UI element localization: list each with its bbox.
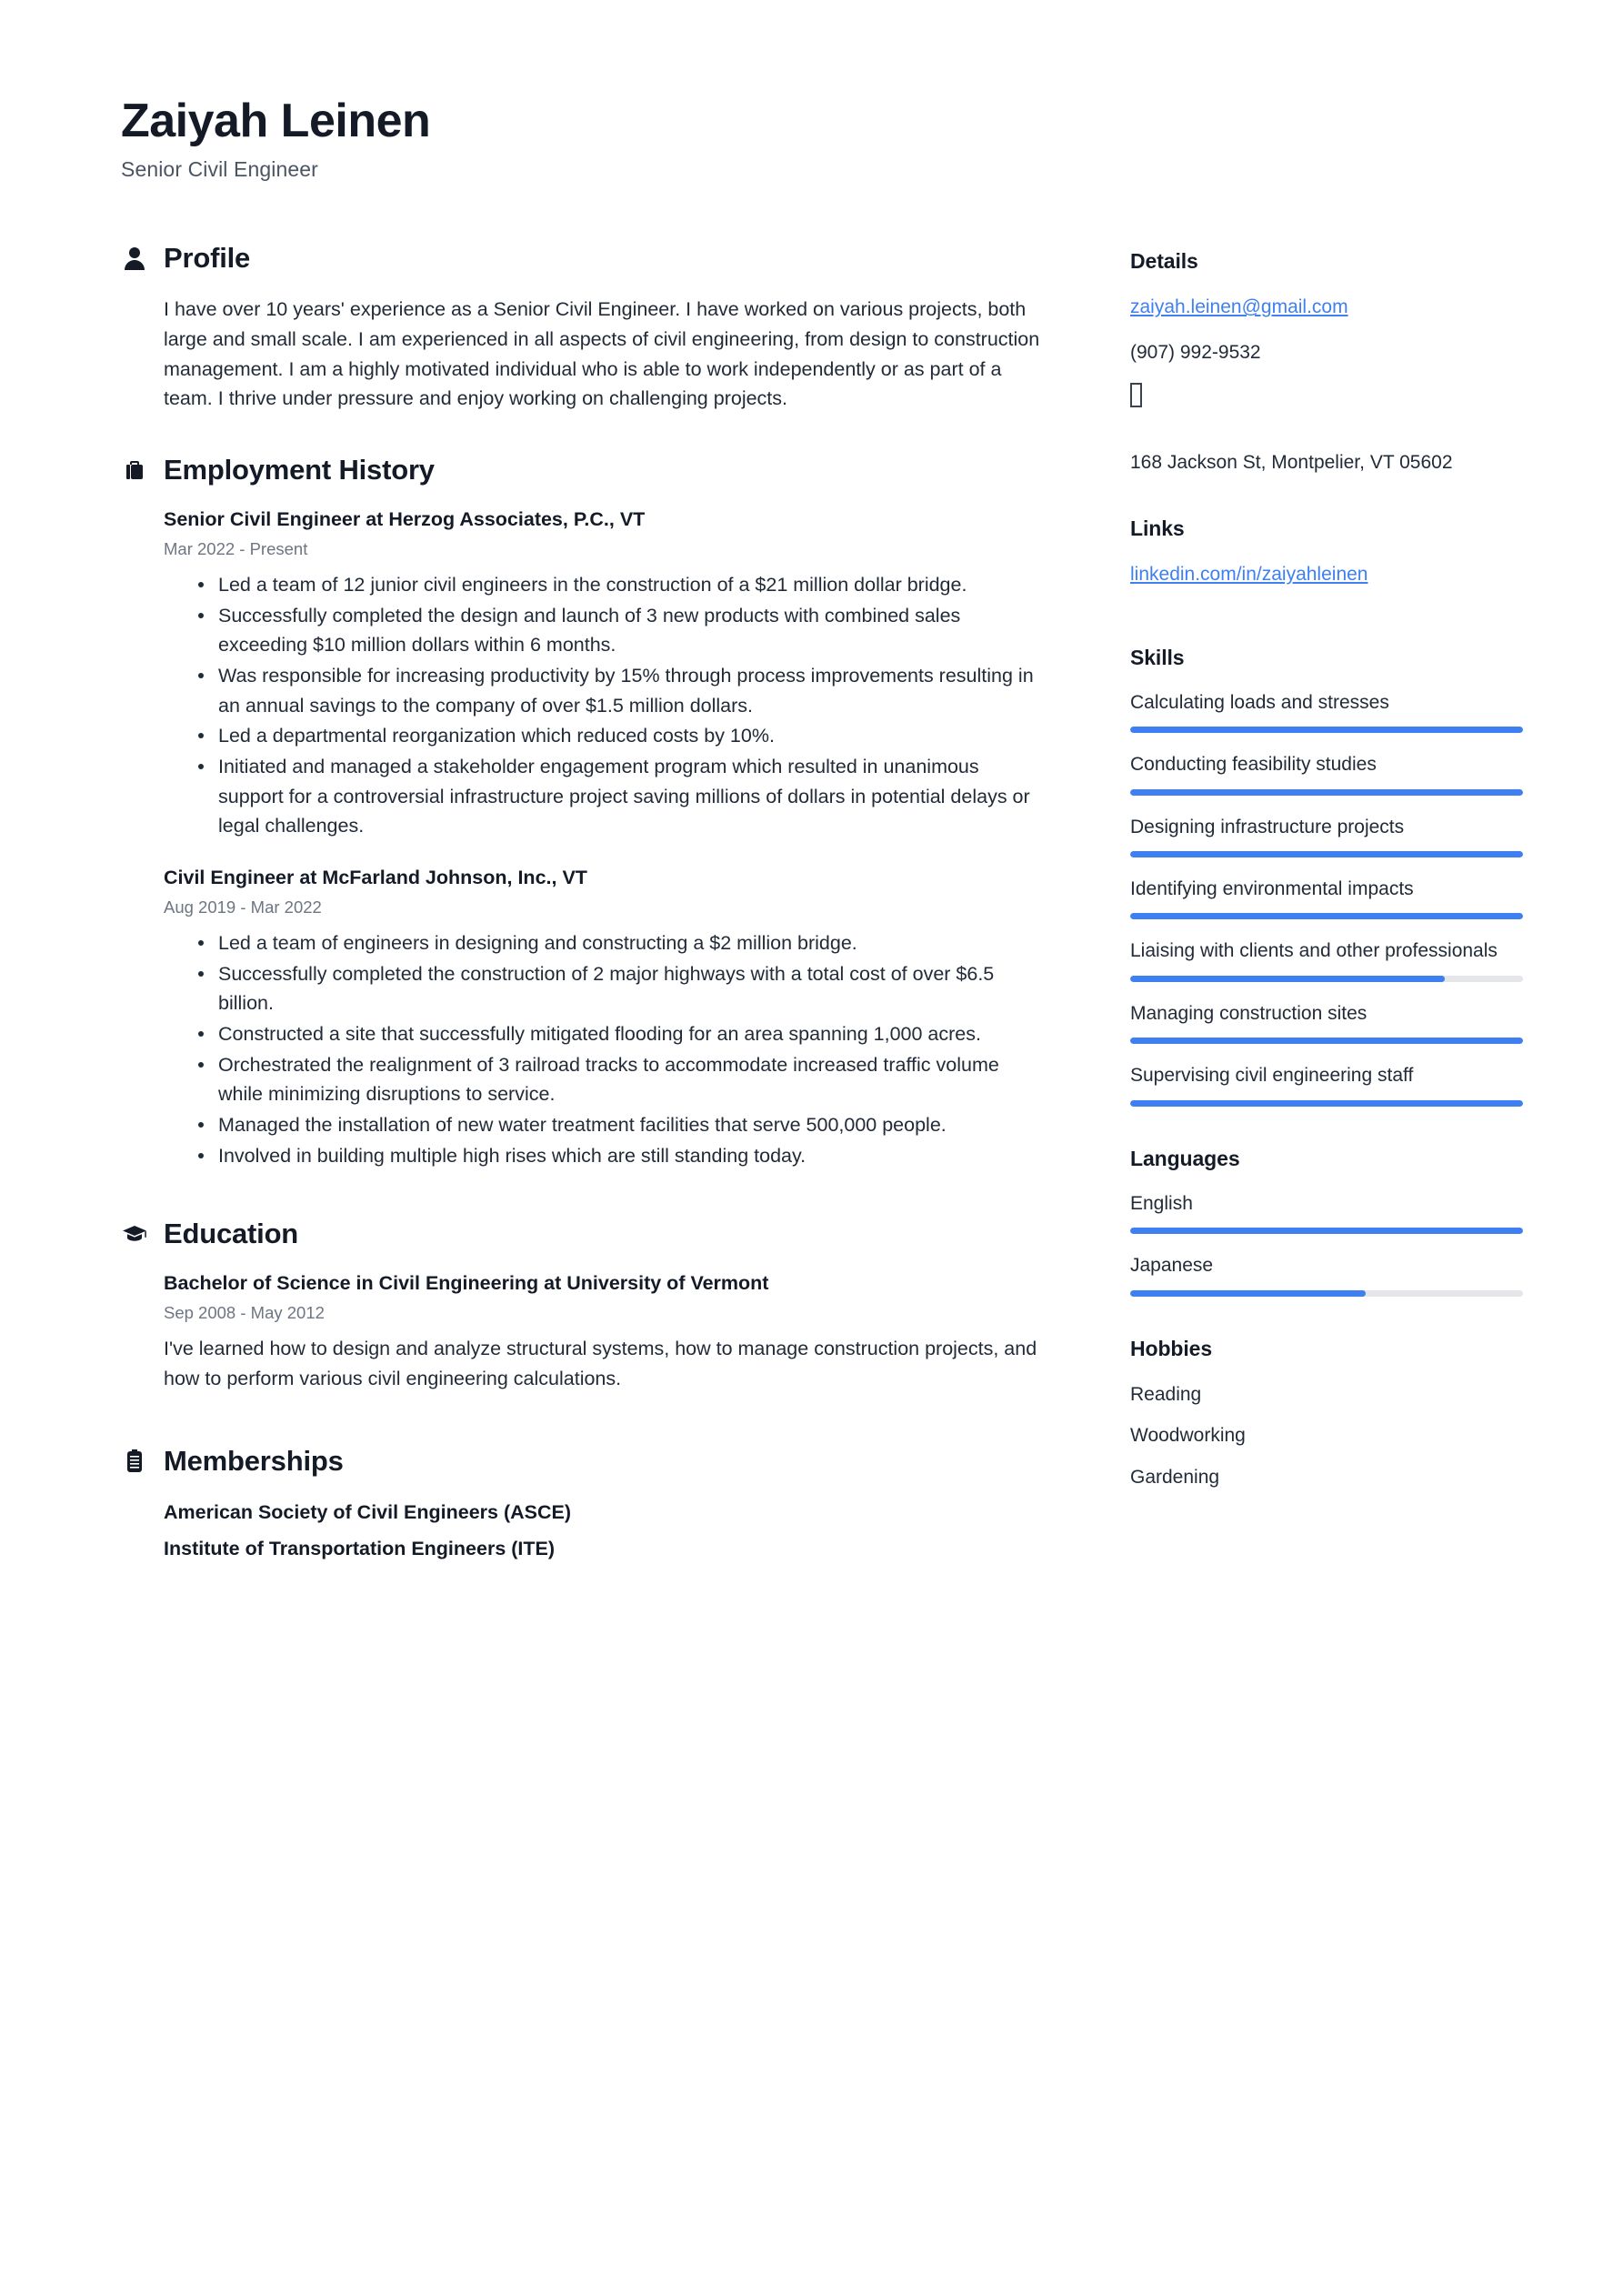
skill-label: Managing construction sites [1130, 1002, 1368, 1024]
memberships-heading [121, 1445, 1048, 1478]
skill-bar-track [1130, 1038, 1523, 1044]
skill-item [1130, 751, 1523, 795]
skill-bar-fill [1130, 976, 1445, 982]
employment-entry-date: Aug 2019 - Mar 2022 [164, 897, 322, 917]
clipboard-list-icon [121, 1447, 148, 1476]
membership-item: Institute of Transportation Engineers (ITE) [164, 1537, 556, 1559]
skill-item [1130, 937, 1523, 981]
skill-bar-track [1130, 851, 1523, 857]
language-bar-fill [1130, 1228, 1523, 1234]
person-icon [121, 244, 148, 273]
resume-columns [0, 242, 1623, 1570]
education-entry-date: Sep 2008 - May 2012 [164, 1303, 325, 1323]
memberships-body [121, 1498, 1048, 1565]
employment-entry-date: Mar 2022 - Present [164, 538, 308, 558]
email-link[interactable]: zaiyah.leinen@gmail.com [1130, 296, 1348, 318]
candidate-job-title: Senior Civil Engineer [121, 157, 318, 182]
language-label: English [1130, 1192, 1193, 1214]
missing-glyph-placeholder [1130, 383, 1523, 412]
linkedin-link[interactable]: linkedin.com/in/zaiyahleinen [1130, 564, 1368, 586]
profile-body [121, 295, 1048, 414]
education-heading [121, 1218, 1048, 1250]
education-entry [164, 1270, 1048, 1393]
bullet-item: Led a team of 12 junior civil engineers in the construction of a $21 million dollar bridge. [198, 570, 1048, 600]
skills-title: Skills [1130, 645, 1185, 669]
employment-title: Employment History [164, 453, 435, 486]
employment-entry-bullets [164, 570, 1048, 841]
employment-entry-bullets [164, 928, 1048, 1170]
hobby-item: Woodworking [1130, 1425, 1246, 1447]
skill-label: Identifying environmental impacts [1130, 878, 1414, 899]
bullet-item: Involved in building multiple high rises which are still standing today. [198, 1141, 1048, 1171]
skill-bar-fill [1130, 913, 1523, 919]
employment-entry [164, 865, 1048, 1170]
employment-heading [121, 454, 1048, 486]
employment-body [121, 506, 1048, 1170]
education-entry-title: Bachelor of Science in Civil Engineering at University of Vermont [164, 1272, 769, 1295]
section-employment [121, 454, 1048, 1170]
bullet-item: Initiated and managed a stakeholder engagement program which resulted in unanimous support for a controversial infrastructure project saving millions of dollars in potential delays or legal challenges. [198, 752, 1048, 841]
candidate-name: Zaiyah Leinen [121, 95, 431, 147]
bullet-item: Managed the installation of new water treatment facilities that serve 500,000 people. [198, 1110, 1048, 1140]
graduation-cap-icon [121, 1219, 148, 1248]
education-entry-description: I've learned how to design and analyze structural systems, how to manage construction projects, and how to perform various civil engineering calculations. [164, 1338, 1037, 1389]
skill-label: Conducting feasibility studies [1130, 754, 1377, 776]
language-item [1130, 1252, 1523, 1296]
skill-bar-fill [1130, 727, 1523, 733]
briefcase-icon [121, 456, 148, 485]
education-title: Education [164, 1218, 299, 1250]
skill-bar-track [1130, 1100, 1523, 1107]
skill-bar-fill [1130, 1100, 1523, 1107]
skill-item [1130, 876, 1523, 919]
employment-entry-title: Civil Engineer at McFarland Johnson, Inc., VT [164, 866, 587, 888]
details-title: Details [1130, 249, 1198, 274]
skill-bar-track [1130, 976, 1523, 982]
language-item [1130, 1190, 1523, 1234]
skill-bar-fill [1130, 789, 1523, 796]
section-memberships [121, 1445, 1048, 1565]
phone-number: (907) 992-9532 [1130, 341, 1261, 363]
language-bar-fill [1130, 1290, 1366, 1297]
sidebar-details [1130, 249, 1523, 476]
profile-title: Profile [164, 242, 251, 275]
bullet-item: Orchestrated the realignment of 3 railroad tracks to accommodate increased traffic volume while minimizing disruptions to service. [198, 1050, 1048, 1109]
resume-header [0, 0, 1623, 182]
bullet-item: Was responsible for increasing productivity by 15% through process improvements resulting in an annual savings to the company of over $1.5 million dollars. [198, 661, 1048, 720]
languages-title: Languages [1130, 1146, 1240, 1170]
section-profile [121, 242, 1048, 414]
language-bar-track [1130, 1228, 1523, 1234]
postal-address: 168 Jackson St, Montpelier, VT 05602 [1130, 451, 1453, 473]
skill-label: Designing infrastructure projects [1130, 816, 1405, 837]
sidebar-column [1048, 242, 1523, 1504]
skill-bar-fill [1130, 1038, 1523, 1044]
sidebar-links [1130, 516, 1523, 606]
skill-bar-fill [1130, 851, 1523, 857]
skill-bar-track [1130, 789, 1523, 796]
sidebar-hobbies [1130, 1337, 1523, 1493]
skill-bar-track [1130, 727, 1523, 733]
skill-item [1130, 1000, 1523, 1044]
main-column [121, 242, 1048, 1570]
bullet-item: Successfully completed the design and launch of 3 new products with combined sales exceeding $10 million dollars within 6 months. [198, 601, 1048, 660]
section-education [121, 1218, 1048, 1393]
language-label: Japanese [1130, 1255, 1214, 1277]
memberships-title: Memberships [164, 1444, 344, 1477]
skill-item [1130, 1062, 1523, 1106]
links-title: Links [1130, 516, 1185, 541]
bullet-item: Constructed a site that successfully mitigated flooding for an area spanning 1,000 acres. [198, 1019, 1048, 1049]
profile-heading [121, 242, 1048, 275]
hobby-item: Gardening [1130, 1466, 1220, 1488]
hobbies-title: Hobbies [1130, 1336, 1213, 1360]
skill-bar-track [1130, 913, 1523, 919]
skill-item [1130, 689, 1523, 733]
education-body [121, 1270, 1048, 1393]
skill-label: Liaising with clients and other professionals [1130, 940, 1498, 962]
sidebar-languages [1130, 1147, 1523, 1297]
bullet-item: Successfully completed the construction of 2 major highways with a total cost of over $6.5 billion. [198, 959, 1048, 1018]
profile-text: I have over 10 years' experience as a Senior Civil Engineer. I have worked on various projects, both large and small scale. I am experienced in all aspects of civil engineering, from design to construction management. I am a highly motivated individual who is able to work independently or as part of a team. I thrive under pressure and enjoy working on challenging projects. [164, 298, 1040, 410]
sidebar-skills [1130, 646, 1523, 1107]
bullet-item: Led a team of engineers in designing and constructing a $2 million bridge. [198, 928, 1048, 958]
skill-label: Calculating loads and stresses [1130, 691, 1389, 713]
skill-label: Supervising civil engineering staff [1130, 1065, 1414, 1087]
employment-entry-title: Senior Civil Engineer at Herzog Associates, P.C., VT [164, 507, 646, 530]
skill-item [1130, 814, 1523, 857]
hobby-item: Reading [1130, 1383, 1202, 1405]
bullet-item: Led a departmental reorganization which reduced costs by 10%. [198, 721, 1048, 751]
language-bar-track [1130, 1290, 1523, 1297]
employment-entry [164, 506, 1048, 841]
membership-item: American Society of Civil Engineers (ASCE) [164, 1500, 572, 1523]
